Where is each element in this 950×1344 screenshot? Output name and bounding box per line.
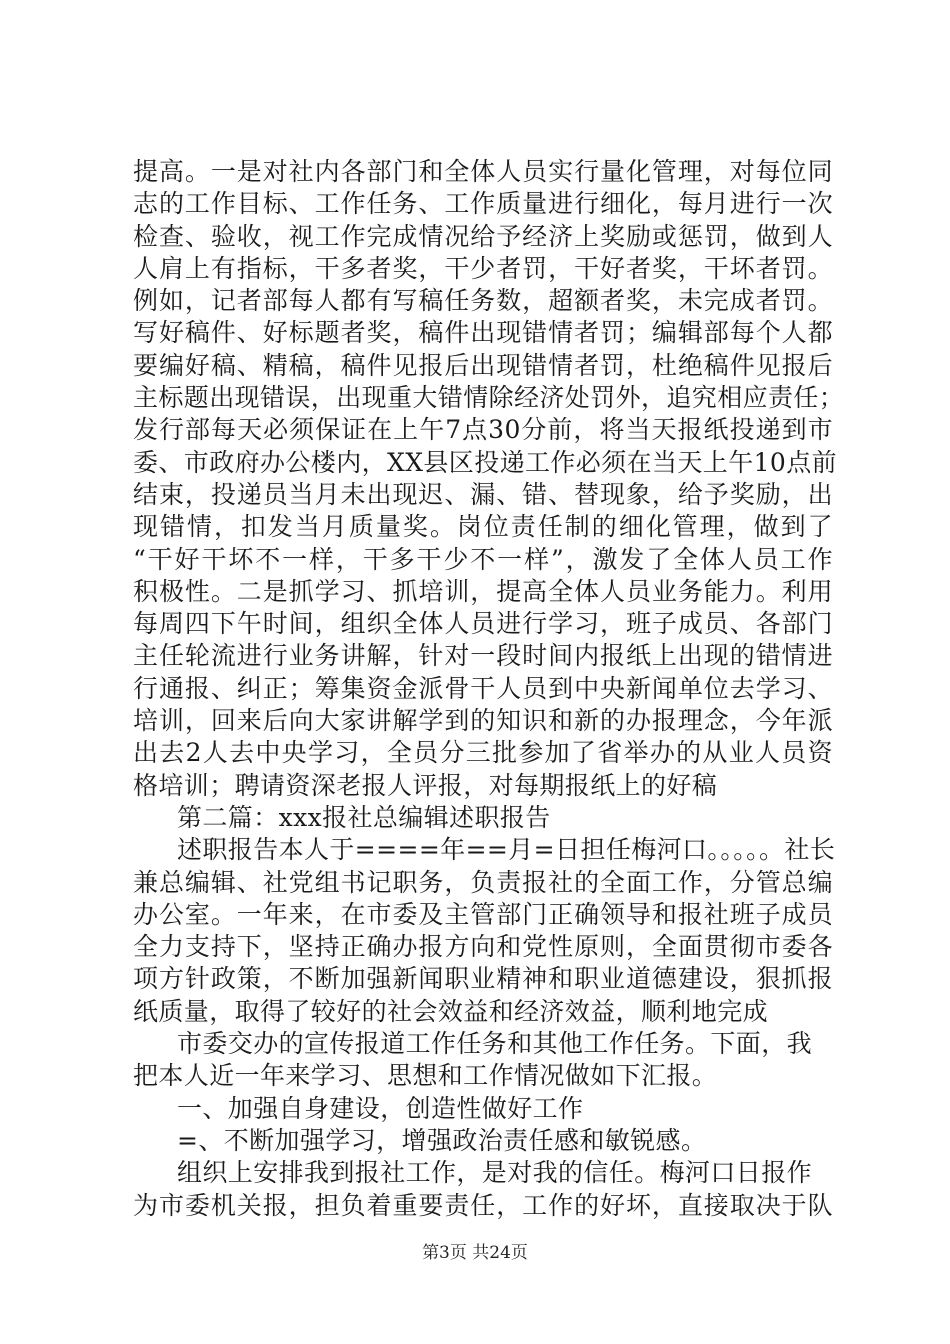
text-line: 结束，投递员当月未出现迟、漏、错、替现象，给予奖励，出	[133, 479, 833, 509]
text-line: 项方针政策，不断加强新闻职业精神和职业道德建设，狠抓报	[133, 964, 833, 994]
text-line: 把本人近一年来学习、思想和工作情况做如下汇报。	[133, 1061, 718, 1091]
text-line: 主任轮流进行业务讲解，针对一段时间内报纸上出现的错情进	[133, 641, 833, 671]
text-line: 志的工作目标、工作任务、工作质量进行细化，每月进行一次	[133, 189, 833, 219]
text-line: 检查、验收，视工作完成情况给予经济上奖励或惩罚，做到人	[133, 221, 833, 251]
text-line: 全力支持下，坚持正确办报方向和党性原则，全面贯彻市委各	[133, 932, 833, 962]
text-line: 行通报、纠正；筹集资金派骨干人员到中央新闻单位去学习、	[133, 673, 833, 703]
document-body	[133, 156, 845, 1222]
text-line: 主标题出现错误，出现重大错情除经济处罚外，追究相应责任；	[133, 383, 845, 413]
text-line: 格培训；聘请资深老报人评报，对每期报纸上的好稿	[133, 770, 718, 800]
text-line: 写好稿件、好标题者奖，稿件出现错情者罚；编辑部每个人都	[133, 318, 833, 348]
text-line: 现错情，扣发当月质量奖。岗位责任制的细化管理，做到了	[133, 512, 833, 542]
text-line: 发行部每天必须保证在上午7点30分前，将当天报纸投递到市	[133, 415, 833, 445]
text-line: 例如，记者部每人都有写稿任务数，超额者奖，未完成者罚。	[133, 286, 833, 316]
page-footer: 第3页 共24页	[422, 1243, 528, 1263]
text-line: 办公室。一年来，在市委及主管部门正确领导和报社班子成员	[133, 899, 833, 929]
text-line: 市委交办的宣传报道工作任务和其他工作任务。下面，我	[177, 1029, 813, 1059]
text-line: 为市委机关报，担负着重要责任，工作的好坏，直接取决于队	[133, 1190, 833, 1220]
text-line: =、不断加强学习，增强政治责任感和敏锐感。	[177, 1125, 707, 1155]
text-line: 述职报告本人于====年==月=日担任梅河口。。。。。社长	[177, 835, 836, 865]
text-line: 培训，回来后向大家讲解学到的知识和新的办报理念，今年派	[133, 706, 833, 736]
text-line: 每周四下午时间，组织全体人员进行学习，班子成员、各部门	[133, 609, 833, 639]
text-line: 提高。一是对社内各部门和全体人员实行量化管理，对每位同	[133, 157, 833, 186]
text-line: 一、加强自身建设，创造性做好工作	[177, 1093, 584, 1123]
text-line: 积极性。二是抓学习、抓培训，提高全体人员业务能力。利用	[133, 576, 833, 606]
text-line: 纸质量，取得了较好的社会效益和经济效益，顺利地完成	[133, 996, 769, 1026]
text-line: 要编好稿、精稿，稿件见报后出现错情者罚，杜绝稿件见报后	[133, 350, 833, 380]
text-line: 委、市政府办公楼内，XX县区投递工作必须在当天上午10点前	[133, 447, 838, 477]
text-line: “干好干坏不一样，干多干少不一样”，激发了全体人员工作	[133, 544, 833, 574]
text-line: 出去2人去中央学习，全员分三批参加了省举办的从业人员资	[133, 738, 833, 768]
text-line: 组织上安排我到报社工作，是对我的信任。梅河口日报作	[177, 1158, 813, 1188]
text-line: 人肩上有指标，干多者奖，干少者罚，干好者奖，干坏者罚。	[133, 253, 833, 283]
text-line: 第二篇：xxx报社总编辑述职报告	[177, 802, 551, 832]
text-line: 兼总编辑、社党组书记职务，负责报社的全面工作，分管总编	[133, 867, 833, 897]
